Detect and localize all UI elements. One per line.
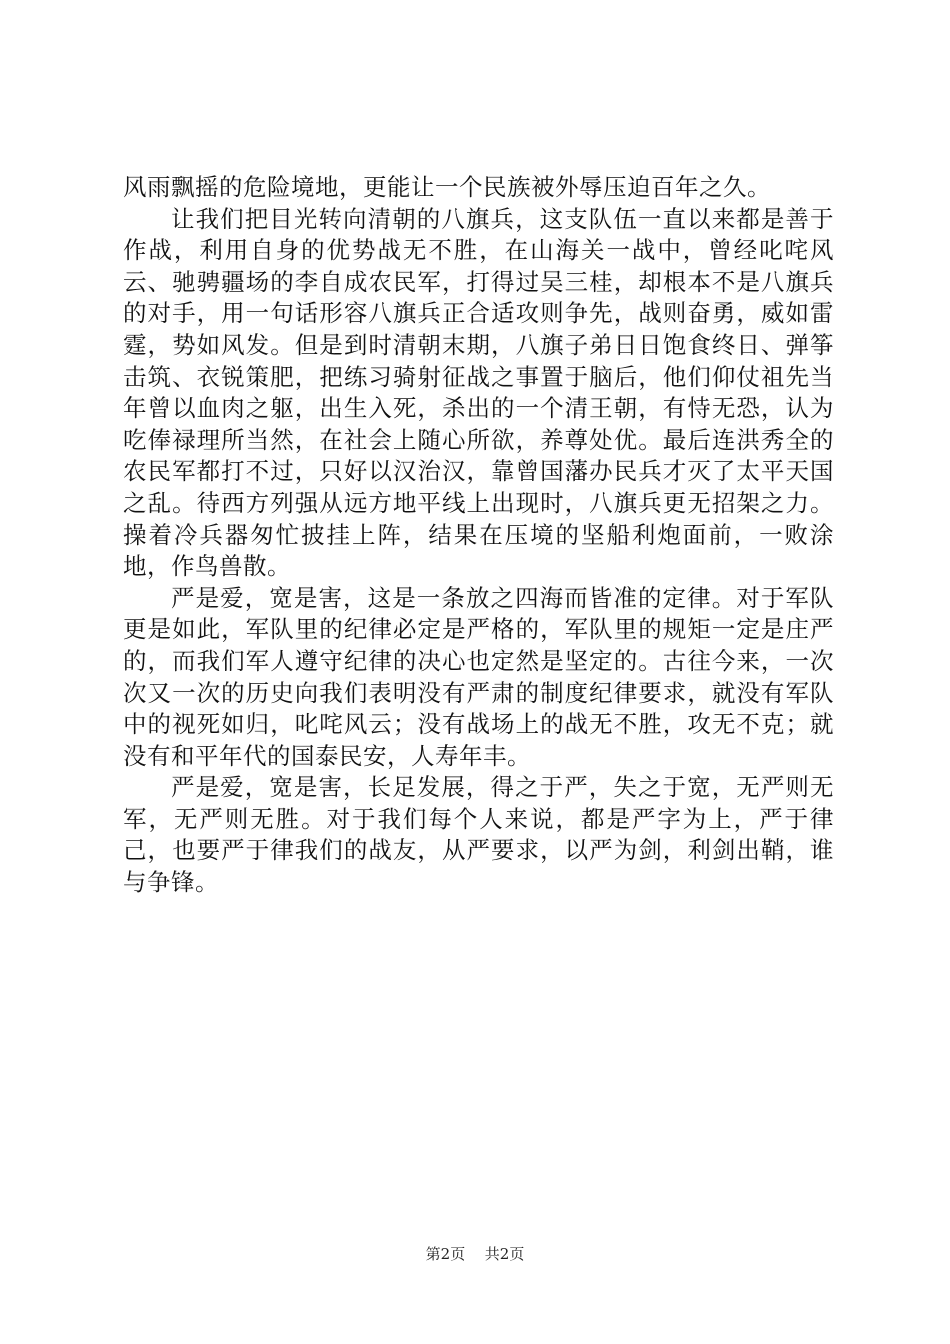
paragraph-1: 风雨飘摇的危险境地，更能让一个民族被外辱压迫百年之久。 — [123, 173, 771, 201]
paragraph-4: 严是爱，宽是害，长足发展，得之于严，失之于宽，无严则无军，无严则无胜。对于我们每个人来说，都是严字为上，严于律己，也要严于律我们的战友，从严要求，以严为剑，利剑出鞘，谁与争锋。 — [123, 773, 834, 897]
page-number: 第2页 — [425, 1245, 466, 1263]
page-footer — [0, 1244, 950, 1264]
document-body — [123, 172, 834, 899]
paragraph-2: 让我们把目光转向清朝的八旗兵，这支队伍一直以来都是善于作战，利用自身的优势战无不胜，在山海关一战中，曾经叱咤风云、驰骋疆场的李自成农民军，打得过吴三桂，却根本不是八旗兵的对手，用一句话形容八旗兵正合适攻则争先，战则奋勇，威如雷霆，势如风发。但是到时清朝末期，八旗子弟日日饱食终日、弹筝击筑、衣锐策肥，把练习骑射征战之事置于脑后，他们仰仗祖先当年曾以血肉之躯，出生入死，杀出的一个清王朝，有恃无恐，认为吃俸禄理所当然，在社会上随心所欲，养尊处优。最后连洪秀全的农民军都打不过，只好以汉治汉，靠曾国藩办民兵才灭了太平天国之乱。待西方列强从远方地平线上出现时，八旗兵更无招架之力。操着冷兵器匆忙披挂上阵，结果在压境的坚船利炮面前，一败涂地，作鸟兽散。 — [123, 204, 834, 581]
page-total: 共2页 — [484, 1245, 525, 1263]
paragraph-3: 严是爱，宽是害，这是一条放之四海而皆准的定律。对于军队更是如此，军队里的纪律必定是严格的，军队里的规矩一定是庄严的，而我们军人遵守纪律的决心也定然是坚定的。古往今来，一次次又一次的历史向我们表明没有严肃的制度纪律要求，就没有军队中的视死如归，叱咤风云；没有战场上的战无不胜，攻无不克；就没有和平年代的国泰民安，人寿年丰。 — [123, 583, 834, 770]
